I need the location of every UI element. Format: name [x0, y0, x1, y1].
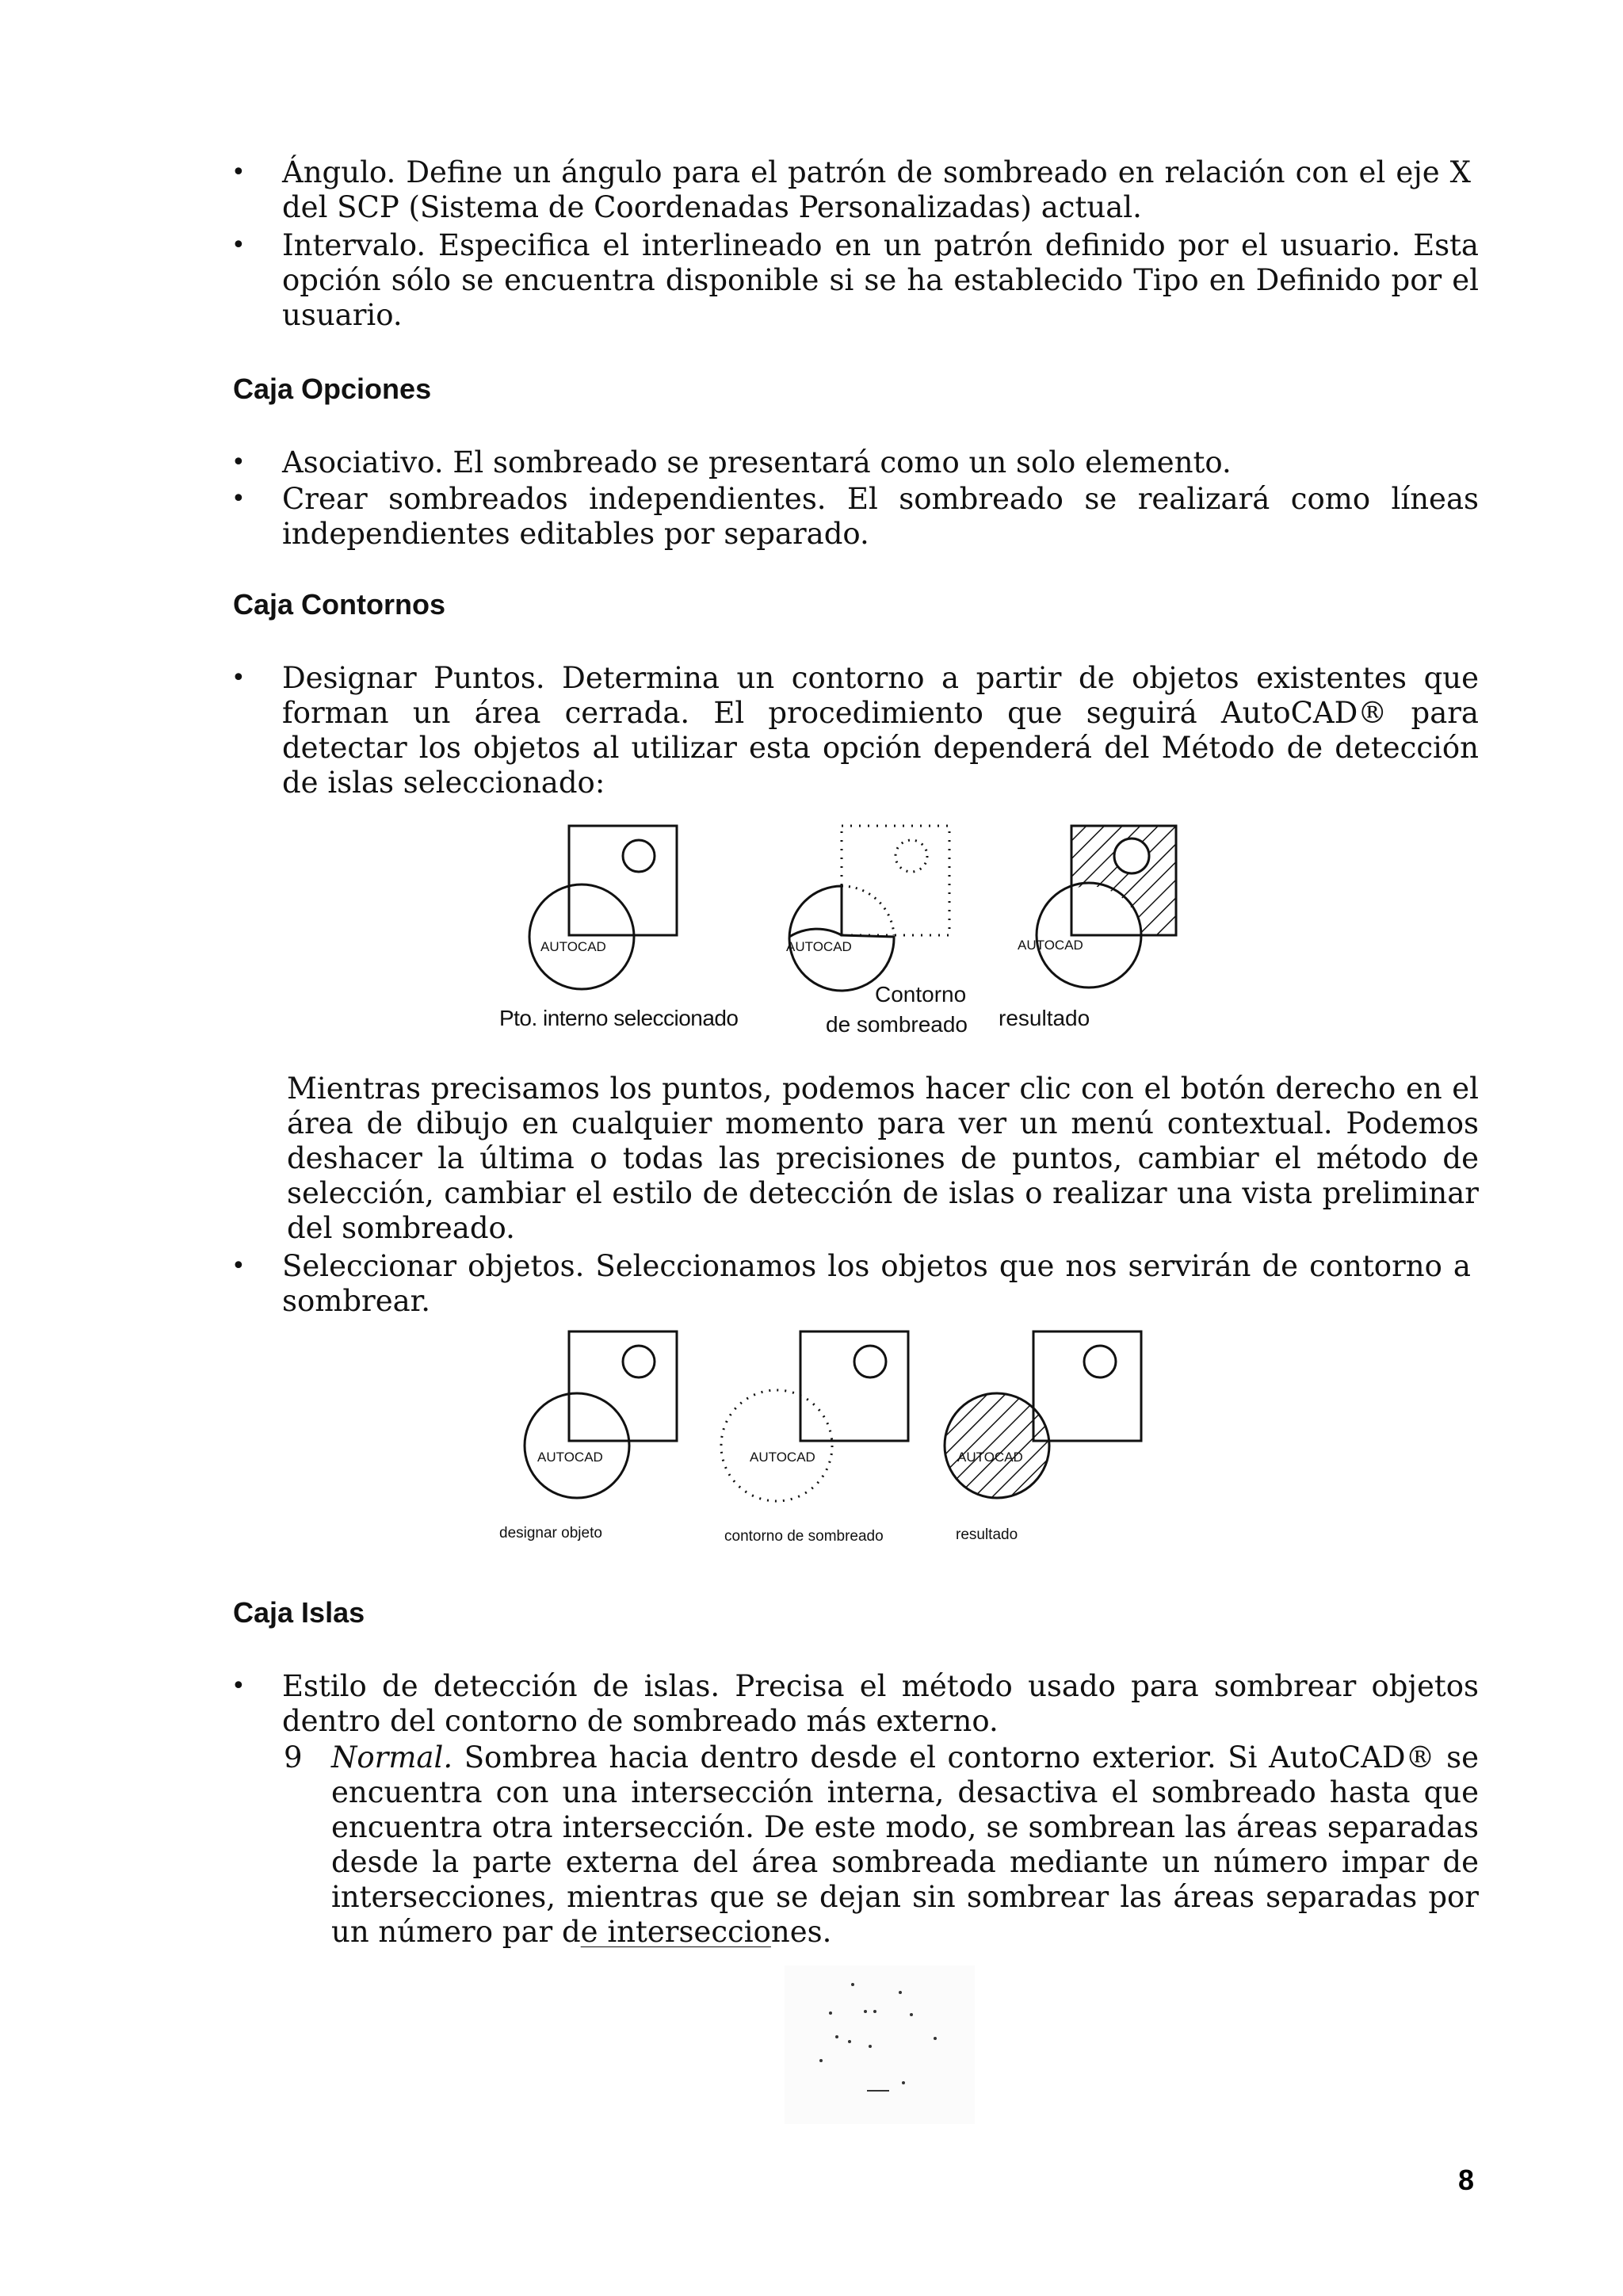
sub-bullet-marker: 9 — [284, 1740, 303, 1775]
sub-bullet-normal-underlined: e interseccio — [580, 1915, 771, 1949]
figure-seleccionar-objetos — [482, 1325, 1227, 1555]
figure1-caption-contorno-1: Contorno — [875, 982, 967, 1007]
shape-label: AUTOCAD — [957, 1450, 1023, 1465]
bullet-seleccionar-objetos: Seleccionar objetos. Seleccionamos los objetos que nos servirán de contorno a sombrear. — [282, 1249, 1471, 1318]
heading-caja-islas: Caja Islas — [233, 1596, 365, 1629]
shape-label: AUTOCAD — [537, 1450, 603, 1465]
figure2-panel-resultado — [945, 1331, 1141, 1543]
bullet-crear-sombreados: Crear sombreados independientes. El sombreado se realizará como líneas independientes editables por separado. — [282, 482, 1479, 551]
figure1-caption-punto: Pto. interno seleccionado — [499, 1006, 739, 1030]
figure2-caption-contorno: contorno de sombreado — [724, 1528, 884, 1545]
bullet-marker: • — [231, 159, 246, 186]
bullet-marker: • — [231, 231, 246, 259]
bullet-marker: • — [231, 664, 246, 692]
shape-label: AUTOCAD — [750, 1450, 815, 1465]
figure2-caption-resultado: resultado — [956, 1526, 1018, 1543]
heading-caja-opciones: Caja Opciones — [233, 372, 432, 405]
bullet-marker: • — [231, 485, 246, 513]
paragraph-mientras: Mientras precisamos los puntos, podemos hacer clic con el botón derecho en el área de dibujo en cualquier momento para ver un menú contextual. Podemos deshacer la última o todas las precisiones de puntos, cambiar el método de selección, cambiar el estilo de detección de islas o realizar una vista preliminar del sombreado. — [287, 1072, 1479, 1245]
page-number: 8 — [1457, 2164, 1474, 2196]
figure2-caption-designar: designar objeto — [499, 1525, 602, 1541]
figure1-panel-original — [499, 826, 739, 1030]
bullet-marker: • — [231, 1252, 246, 1280]
bullet-designar-puntos: Designar Puntos. Determina un contorno a partir de objetos existentes que forman un área cerrada. El procedimiento que seguirá AutoCAD® para detectar los objetos al utilizar esta opción dependerá del Método de detección de islas seleccionado: — [282, 661, 1479, 800]
figure-islas-faint — [785, 1966, 975, 2124]
shape-label: AUTOCAD — [786, 939, 852, 954]
bullet-intervalo-term: Intervalo. — [282, 228, 426, 262]
sub-bullet-normal-term: Normal. — [331, 1740, 453, 1775]
bullet-asociativo: Asociativo. El sombreado se presentará como un solo elemento. — [282, 445, 1232, 479]
bullet-estilo-deteccion: Estilo de detección de islas. Precisa el método usado para sombrear objetos dentro del contorno de sombreado más externo. — [282, 1669, 1479, 1738]
figure2-panel-contorno — [721, 1331, 908, 1545]
figure1-panel-resultado — [999, 826, 1176, 1030]
sub-bullet-normal-end: nes. — [770, 1915, 832, 1949]
bullet-angulo-term: Ángulo. — [282, 155, 396, 189]
shape-label: AUTOCAD — [1018, 938, 1083, 953]
shape-label: AUTOCAD — [540, 939, 606, 954]
sub-bullet-normal — [331, 1740, 1479, 1950]
bullet-marker: • — [231, 1672, 246, 1700]
bullet-marker: • — [231, 449, 246, 476]
figure-designar-puntos — [482, 802, 1227, 1056]
bullet-angulo-text: Define un ángulo para el patrón de sombreado en relación con el eje X del SCP (Sistema de Coordenadas Personalizadas) actual. — [282, 155, 1471, 224]
figure1-caption-resultado: resultado — [999, 1006, 1090, 1030]
figure2-panel-original — [499, 1331, 677, 1541]
heading-caja-contornos: Caja Contornos — [233, 588, 446, 621]
bullet-angulo — [282, 155, 1471, 225]
figure1-panel-contorno — [786, 826, 968, 1037]
bullet-intervalo-text: Especifica el interlineado en un patrón definido por el usuario. Esta opción sólo se encuentra disponible si se ha establecido Tipo en Definido por el usuario. — [282, 228, 1479, 332]
sub-bullet-normal-text: Sombrea hacia dentro desde el contorno exterior. Si AutoCAD® se encuentra con una intersección interna, desactiva el sombreado hasta que encuentra otra intersección. De este modo, se sombrean las áreas separadas desde la parte externa del área sombreada mediante un número impar de intersecciones, mientras que se dejan sin sombrear las áreas separadas por un número par d — [331, 1740, 1479, 1949]
bullet-intervalo — [282, 228, 1479, 333]
figure1-caption-contorno-2: de sombreado — [826, 1012, 968, 1037]
